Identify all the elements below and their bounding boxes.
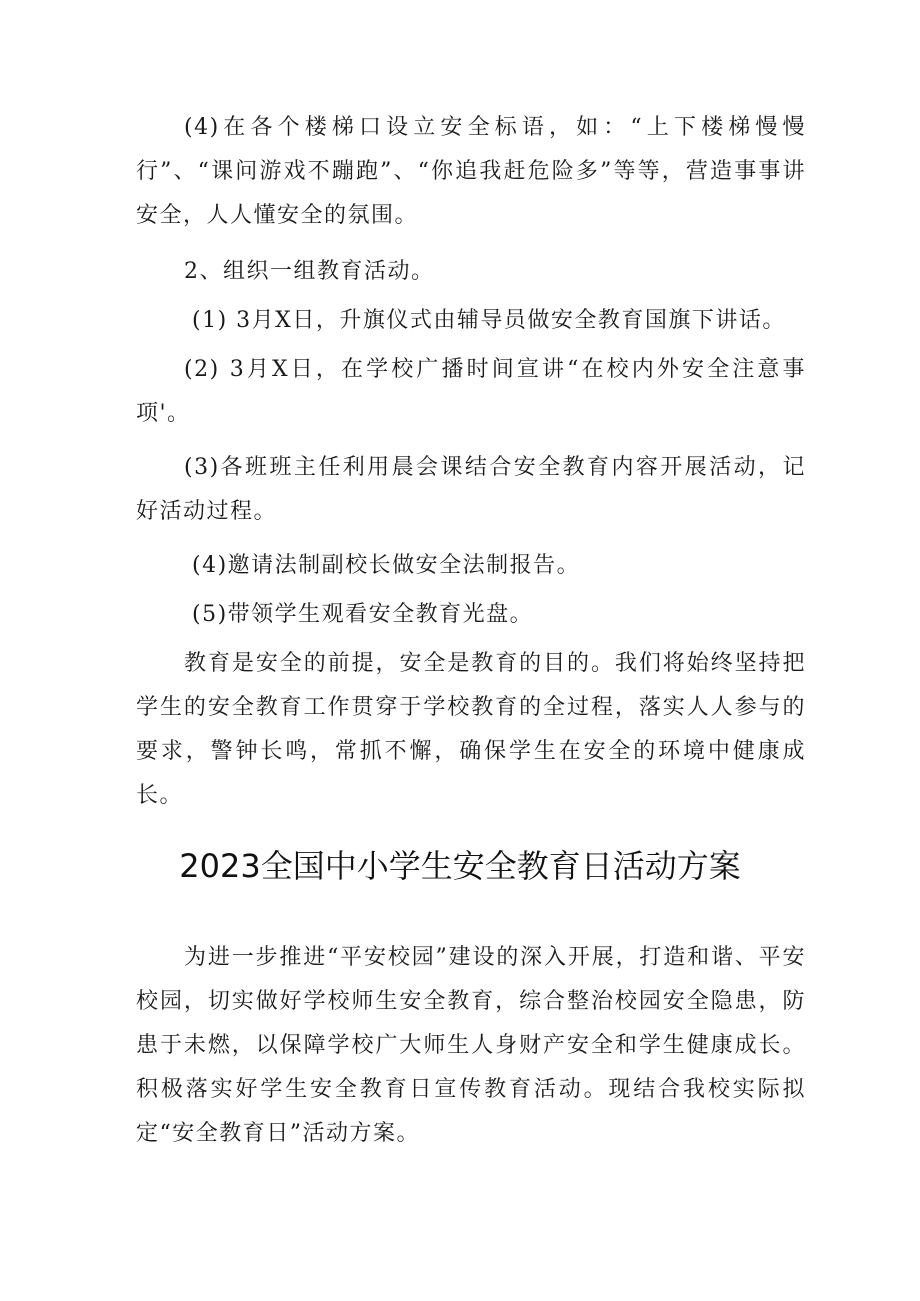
- activity-item-5: (5)带领学生观看安全教育光盘。: [192, 602, 534, 627]
- heading-organize-activities: 2、组织一组教育活动。: [184, 259, 435, 284]
- activity-item-4: (4)邀请法制副校长做安全法制报告。: [192, 553, 581, 578]
- paragraph-closing: 教育是安全的前提，安全是教育的目的。我们将始终坚持把学生的安全教育工作贯穿于学校教育的全过程，落实人人参与的要求，警钟长鸣，常抓不懈，确保学生在安全的环境中健康成长。: [136, 651, 806, 808]
- activity-item-3: (3)各班班主任利用晨会课结合安全教育内容开展活动，记好活动过程。: [136, 455, 806, 524]
- activity-item-2: (2) 3月X日，在学校广播时间宣讲“在校内外安全注意事项'。: [136, 357, 806, 426]
- activity-item-1: (1) 3月X日，升旗仪式由辅导员做安全教育国旗下讲话。: [192, 308, 786, 333]
- paragraph-signage: (4)在各个楼梯口设立安全标语，如：“上下楼梯慢慢行”、“课问游戏不蹦跑”、“你追我赶危险多”等等，营造事事讲安全，人人懂安全的氛围。: [136, 115, 806, 228]
- document-title: 2023全国中小学生安全教育日活动方案: [179, 847, 741, 885]
- paragraph-intro: 为进一步推进“平安校园”建设的深入开展，打造和谐、平安校园，切实做好学校师生安全教育，综合整治校园安全隐患，防患于未燃，以保障学校广大师生人身财产安全和学生健康成长。积极落实好学生安全教育日宣传教育活动。现结合我校实际拟定“安全教育日”活动方案。: [136, 945, 806, 1146]
